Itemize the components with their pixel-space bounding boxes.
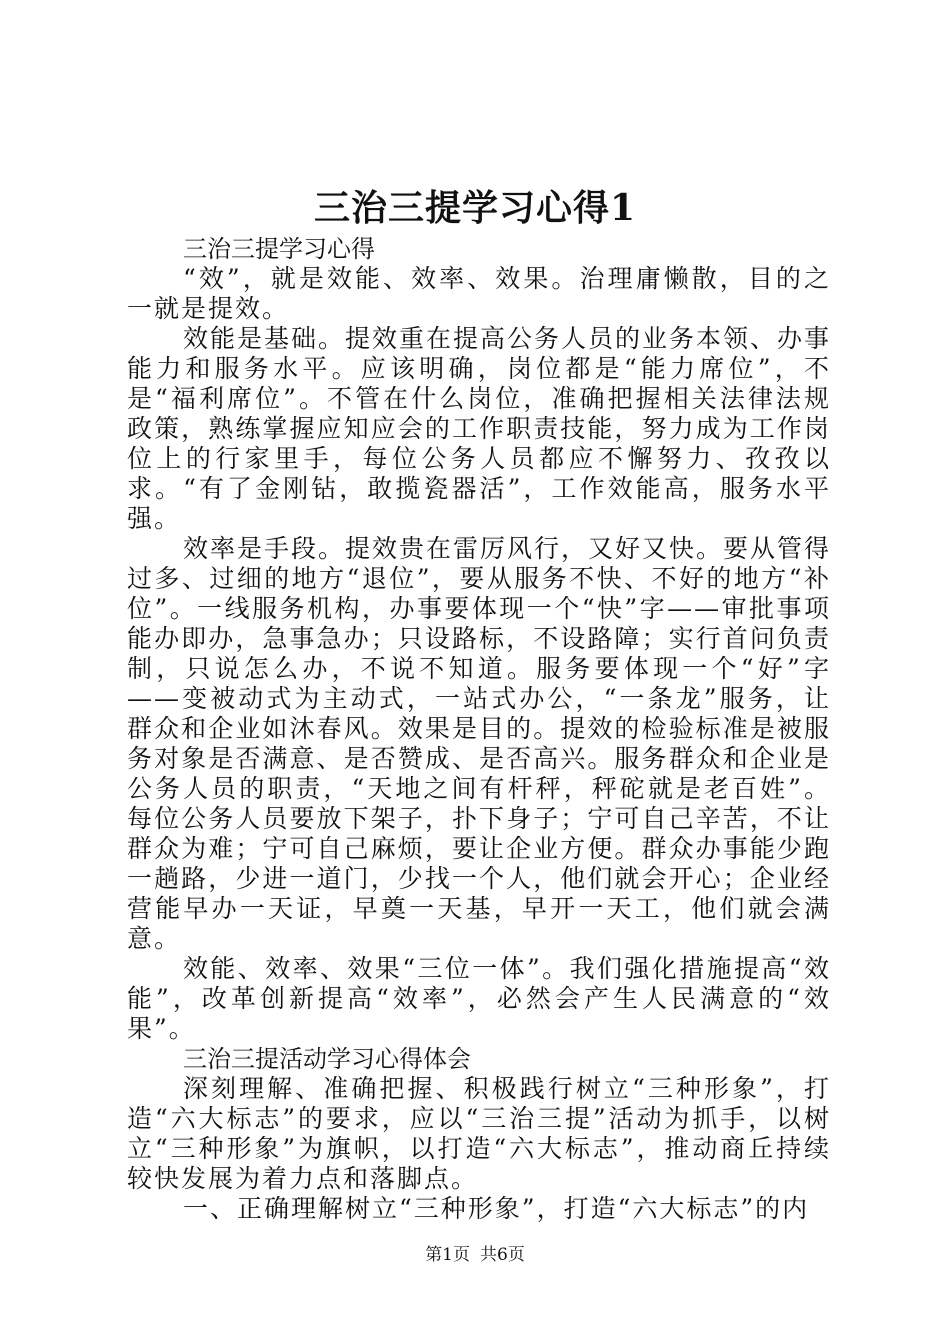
paragraph: “效”，就是效能、效率、效果。治理庸懒散，目的之一就是提效。: [127, 264, 831, 323]
page-footer: [0, 1244, 950, 1266]
paragraph: 效能、效率、效果“三位一体”。我们强化措施提高“效能”，改革创新提高“效率”，必然会产生人民满意的“效果”。: [127, 954, 831, 1043]
document-body: [127, 234, 831, 1224]
section-heading: 三治三提学习心得: [183, 235, 375, 263]
paragraph: 效能是基础。提效重在提高公务人员的业务本领、办事能力和服务水平。应该明确，岗位都是“能力席位”，不是“福利席位”。不管在什么岗位，准确把握相关法律法规政策，熟练掌握应知应会的工作职责技能，努力成为工作岗位上的行家里手，每位公务人员都应不懈努力、孜孜以求。“有了金刚钻，敢揽瓷器活”，工作效能高，服务水平强。: [127, 324, 832, 533]
section-heading: 三治三提活动学习心得体会: [183, 1045, 471, 1073]
paragraph: 效率是手段。提效贵在雷厉风行，又好又快。要从管得过多、过细的地方“退位”，要从服务不快、不好的地方“补位”。一线服务机构，办事要体现一个“快”字——审批事项能办即办，急事急办；只设路标，不设路障；实行首问负责制，只说怎么办，不说不知道。服务要体现一个“好”字——变被动式为主动式，一站式办公，“一条龙”服务，让群众和企业如沐春风。效果是目的。提效的检验标准是被服务对象是否满意、是否赞成、是否高兴。服务群众和企业是公务人员的职责，“天地之间有杆秤，秤砣就是老百姓”。每位公务人员要放下架子，扑下身子；宁可自己辛苦，不让群众为难；宁可自己麻烦，要让企业方便。群众办事能少跑一趟路，少进一道门，少找一个人，他们就会开心；企业经营能早办一天证，早奠一天基，早开一天工，他们就会满意。: [127, 534, 832, 953]
paragraph: 深刻理解、准确把握、积极践行树立“三种形象”，打造“六大标志”的要求，应以“三治三提”活动为抓手，以树立“三种形象”为旗帜，以打造“六大标志”，推动商丘持续较快发展为着力点和落脚点。: [127, 1074, 831, 1193]
paragraph: 一、正确理解树立“三种形象”，打造“六大标志”的内: [183, 1194, 810, 1223]
page-total: 共6页: [480, 1245, 525, 1265]
document-title: 三治三提学习心得1: [313, 187, 637, 229]
page-number: 第1页: [425, 1245, 470, 1265]
